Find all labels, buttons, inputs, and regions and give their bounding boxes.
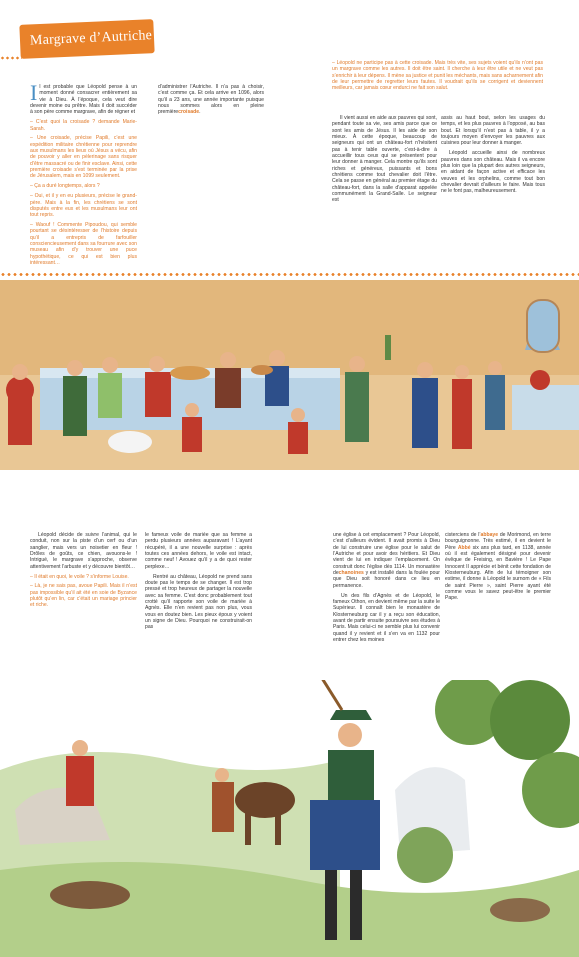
text-run: – Ça a duré longtemps, alors ?	[30, 183, 100, 190]
text-run: une église à cet emplacement ? Pour Léopold, c’est d’ailleurs évident. Il avait promis à Dieu de lui construire une église pour le salut de l’Autriche et pour avoir des héritiers. Et Dieu vient de lui en indiquer l’emplacement. On construit donc l’église dès 1114. Un monastère de	[333, 532, 440, 577]
body-paragraph	[30, 80, 137, 116]
dotted-divider	[0, 272, 579, 277]
drop-cap: I	[30, 80, 38, 105]
bottom-column-1	[30, 532, 137, 612]
glossary-term: Abbé	[457, 544, 471, 551]
glossary-term: abbaye	[480, 532, 499, 538]
text-run: Léopold accueille ainsi de nombreux pauvres dans son château. Mais il va encore plus loin que la plupart des autres seigneurs, en aidant de façon active et efficace les veuves et les orphelins, comme tout bon chevalier devrait d’ailleurs le faire. Mais tous ne le font pas, malheureusement.	[441, 150, 545, 195]
text-run: – Léopold ne participe pas à cette croisade. Mais très vite, ses sujets voient qu’ils n’ont pas un margrave comme les autres. Il doit être saint. Il cherche à leur être utile et ne veut pas s’enrichir à leur dépens. Il mène sa justice et punit les méchants, mais sans acharnement afin de leur permettre de regretter leurs fautes. Il voudrait qu’ils se corrigent et deviennent meilleurs, car jamais cœur endurci ne fait son salut.	[332, 60, 543, 92]
text-run: – Une croisade, précise Papili, c’est une expédition militaire chrétienne pour reprendre aux musulmans les lieux où Jésus a vécu, afin de pouvoir y aller en pèlerinage sans risquer d’être massacré ou de finir esclave. Ainsi, cette première croisade s’est terminée par la prise de Jérusalem, mais en 1099 seulement.	[30, 135, 137, 180]
body-paragraph	[145, 532, 252, 570]
glossary-term: chanoines	[338, 570, 364, 577]
body-paragraph	[333, 593, 440, 644]
dialog-paragraph	[30, 193, 137, 218]
body-paragraph	[441, 150, 545, 194]
top-column-2	[158, 84, 264, 119]
top-column-3b	[332, 115, 437, 207]
text-run: Léopold décide de suivre l’animal, qui le conduit, non sur la piste d’un cerf ou d’un sanglier, mais vers un noisetier en fleur ! Drôles de goûts, ce chien, avouons-le ! Intrigué, le margrave s’approche, observe attentivement l’arbuste et y découvre bientôt…	[30, 532, 137, 570]
text-run: – Là, je ne sais pas, avoue Papili. Mais il n’est pas impossible qu’il ait été en soie de Byzance plutôt qu’en lin, car c’était un mariage princier et riche.	[30, 583, 137, 609]
top-column-1	[30, 80, 137, 270]
body-paragraph	[332, 115, 437, 204]
text-run: Un des fils d’Agnès et de Léopold, le fameux Othon, en devient même par la suite le Supérieur. Il connaît bien le monastère de Klosterneuburg car il y a reçu son éducation, avant de partir ensuite poursuivre ses études à Paris. Mais celui-ci ne semble plus lui convenir quand il y revient et il s’en va en 1132 pour entrer chez les moines	[333, 592, 440, 643]
body-paragraph	[158, 84, 264, 116]
text-run: assis au haut bout, selon les usages du temps, et les plus pauvres à l’opposé, au bas bout. Et lorsqu’il n’est pas à table, il y a toujours moyen d’envoyer les pauvres aux cuisines pour leur donner à manger.	[441, 115, 545, 147]
top-column-4	[441, 115, 545, 198]
text-run: cisterciens de l’	[445, 532, 481, 538]
dialog-paragraph	[332, 60, 543, 92]
text-run: – C’est quoi la croisade ? demande Marie-Sarah.	[30, 119, 137, 132]
feast-illustration	[0, 280, 579, 470]
dialog-paragraph	[30, 183, 137, 189]
text-run: de Morimond, en terre bourguignonne. Très estimé, il en devient le Père	[445, 532, 551, 551]
body-paragraph	[30, 532, 137, 570]
glossary-term: croisade	[178, 109, 200, 116]
text-run: – Oui, et il y en eu plusieurs, précise le grand-père. Mais à la fin, les chrétiens se sont disputés entre eux et les musulmans leur ont tout repris.	[30, 193, 137, 219]
text-run: six ans plus tard, en 1138, année où il est également désigné pour devenir évêque de Freising, en Bavière ! Le Pape Innocent II apprécie et bénit cette fondation de Klosterneuburg. Afin de lui témoigner son estime, il donne à Léopold le surnom de « Fils de saint Pierre », saint Pierre ayant été comme vous le savez peut-être le premier Pape.	[445, 544, 551, 602]
dialog-paragraph	[30, 222, 137, 266]
bottom-column-3	[333, 532, 440, 647]
body-paragraph	[445, 532, 551, 602]
body-paragraph	[441, 115, 545, 147]
text-run: l est probable que Léopold pense à un moment donné consacrer entièrement sa vie à Dieu. À l’époque, cela veut dire devenir moine ou prêtre. Mais il doit succéder à son père comme margrave, afin de régner et	[30, 84, 137, 116]
title-dots	[0, 56, 22, 60]
dialog-paragraph	[30, 135, 137, 179]
hunt-illustration	[0, 680, 579, 957]
top-column-3	[332, 60, 543, 95]
chapter-title: Margrave d’Autriche	[29, 28, 153, 49]
text-run: Rentré au château, Léopold ne prend sans doute pas le temps de se changer. Il est trop pressé et trop heureux de partager la nouvelle avec sa femme. C’est donc probablement tout crotté qu’il rapporte son voile de mariée à Agnès. Elle n’en revient pas non plus, vous vous en doutez bien. Les pieux époux y voient un signe de Dieu. Pourquoi ne construirait-on pas	[145, 573, 252, 631]
text-run: .	[199, 109, 201, 116]
text-run: – Waouf ! Commente Pipoudou, qui semble pourtant se désintéresser de l’histoire depuis qu’il a entrepris de farfouiller consciencieusement dans sa fourrure avec son museau afin d’y trouver une puce hypothétique, ce qui est bien plus intéressant…	[30, 222, 137, 267]
text-run: Il vient aussi en aide aux pauvres qui sont, pendant toute sa vie, ses amis parce que ce sont les amis de Jésus. Il les aide de son mieux. À cette époque, beaucoup de seigneurs qui ont un château-fort n’hésitent pas à tenir table ouverte, c’est-à-dire à accueillir tous ceux qui se présentent pour leur donner à manger. Cela montre qu’ils sont riches et généreux, puissants et bons chrétiens comme tout chevalier doit l’être. Cela se passe en général au premier étage du château-fort, dans la salle d’apparat appelée communément la Grand-Salle. Le seigneur est	[332, 115, 437, 204]
text-run: d’administrer l’Autriche. Il n’a pas à choisir, c’est comme ça. Et cela arrive en 1096, alors qu’il a 23 ans, une année importante puisque nous sommes alors en pleine première	[158, 84, 264, 116]
bottom-column-2	[145, 532, 252, 634]
chapter-title-box	[19, 19, 154, 59]
text-run: – Il était en quoi, le voile ? s’informe Louise.	[30, 573, 129, 580]
body-paragraph	[145, 574, 252, 631]
text-run: y est installé dans la foulée pour que Dieu soit honoré dans ce lieu en permanence.	[333, 570, 440, 589]
dialog-paragraph	[30, 583, 137, 608]
bottom-column-4	[445, 532, 551, 605]
dialog-paragraph	[30, 574, 137, 580]
dialog-paragraph	[30, 119, 137, 132]
body-paragraph	[333, 532, 440, 589]
text-run: le fameux voile de mariée que sa femme a perdu plusieurs années auparavant ! L’ayant récupéré, il a une nouvelle surprise : après toutes ces années dehors, le voile est intact, comme neuf ! Avouez qu’il y a de quoi rester perplexe…	[145, 532, 252, 570]
